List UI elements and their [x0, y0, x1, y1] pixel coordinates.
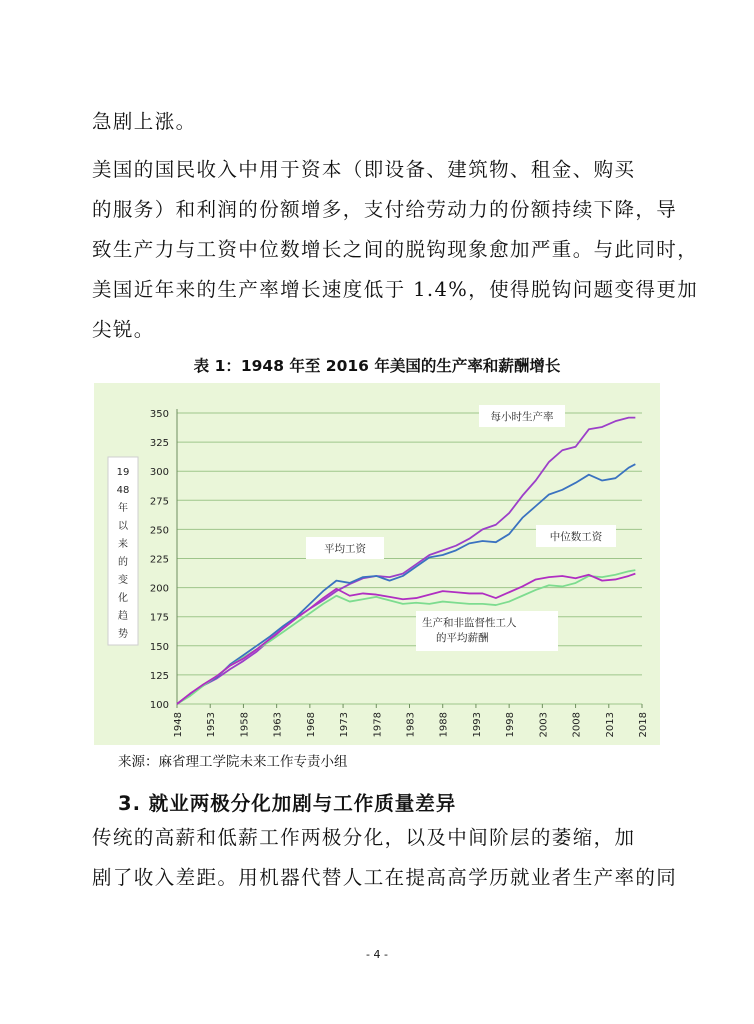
paragraph-line: 致生产力与工资中位数增长之间的脱钩现象愈加严重。与此同时，	[92, 238, 699, 261]
y-axis-label-char: 的	[118, 557, 128, 568]
x-tick-label: 1968	[305, 712, 317, 738]
x-tick-label: 1973	[339, 712, 351, 738]
y-tick-label: 150	[149, 641, 169, 653]
annotation-label: 每小时生产率	[490, 411, 554, 423]
y-tick-label: 250	[149, 525, 169, 537]
annotation-label: 生产和非监督性工人	[422, 617, 517, 629]
x-tick-label: 1983	[405, 712, 417, 738]
annotation-label: 中位数工资	[549, 531, 603, 543]
section-heading: 3. 就业两极分化加剧与工作质量差异	[118, 792, 457, 815]
x-tick-label: 2008	[571, 712, 583, 738]
x-tick-label: 1993	[471, 712, 483, 738]
y-tick-label: 100	[149, 700, 169, 711]
body-paragraph-1	[92, 150, 699, 350]
series-line-2	[177, 570, 635, 704]
y-tick-label: 300	[149, 467, 169, 479]
body-paragraph-2	[92, 818, 678, 898]
x-tick-label: 1998	[505, 712, 517, 738]
y-tick-label: 350	[149, 409, 169, 420]
annotation-label: 平均工资	[324, 543, 366, 555]
paragraph-line: 美国的国民收入中用于资本（即设备、建筑物、租金、购买	[92, 158, 636, 181]
paragraph-line: 剧了收入差距。用机器代替人工在提高高学历就业者生产率的同	[92, 866, 678, 889]
y-axis-label-char: 来	[118, 539, 128, 550]
source-note: 来源：麻省理工学院未来工作专责小组	[118, 754, 348, 770]
y-axis-label-char: 48	[116, 485, 130, 496]
y-tick-label: 275	[149, 496, 169, 508]
x-tick-label: 1963	[272, 712, 284, 738]
body-paragraph-0	[92, 102, 672, 142]
series-line-3	[177, 574, 635, 704]
y-tick-label: 325	[149, 438, 169, 450]
x-tick-label: 1948	[173, 712, 184, 738]
x-tick-label: 2003	[538, 712, 550, 738]
paragraph-line: 的服务）和利润的份额增多，支付给劳动力的份额持续下降，导	[92, 198, 678, 221]
table-caption: 表 1：1948 年至 2016 年美国的生产率和薪酬增长	[193, 357, 561, 375]
page-number: - 4 -	[366, 948, 388, 961]
y-axis-label-char: 趋	[118, 611, 128, 622]
paragraph-line: 急剧上涨。	[92, 110, 197, 133]
y-tick-label: 225	[149, 554, 169, 566]
y-tick-label: 175	[149, 612, 169, 624]
y-axis-label-char: 以	[118, 521, 128, 532]
x-tick-label: 1988	[438, 712, 450, 738]
y-axis-label-char: 势	[118, 629, 128, 640]
y-tick-label: 125	[149, 670, 169, 682]
x-tick-label: 1958	[239, 712, 251, 738]
series-line-0	[177, 418, 635, 704]
paragraph-line: 尖锐。	[92, 318, 155, 341]
line-chart	[94, 383, 660, 745]
x-tick-label: 2013	[604, 712, 616, 738]
x-tick-label: 1978	[372, 712, 384, 738]
paragraph-line: 传统的高薪和低薪工作两极分化，以及中间阶层的萎缩，加	[92, 826, 636, 849]
y-tick-label: 200	[149, 583, 169, 595]
y-axis-label-char: 变	[118, 575, 128, 586]
y-axis-label-char: 化	[118, 593, 128, 604]
y-axis-label-char: 年	[118, 503, 128, 514]
x-tick-label: 1953	[206, 712, 218, 738]
x-tick-label: 2018	[638, 712, 649, 738]
paragraph-line: 美国近年来的生产率增长速度低于 1.4%，使得脱钩问题变得更加	[92, 278, 699, 301]
chart-container	[94, 383, 660, 745]
y-axis-label-char: 19	[116, 467, 130, 478]
annotation-label: 的平均薪酬	[436, 632, 489, 644]
